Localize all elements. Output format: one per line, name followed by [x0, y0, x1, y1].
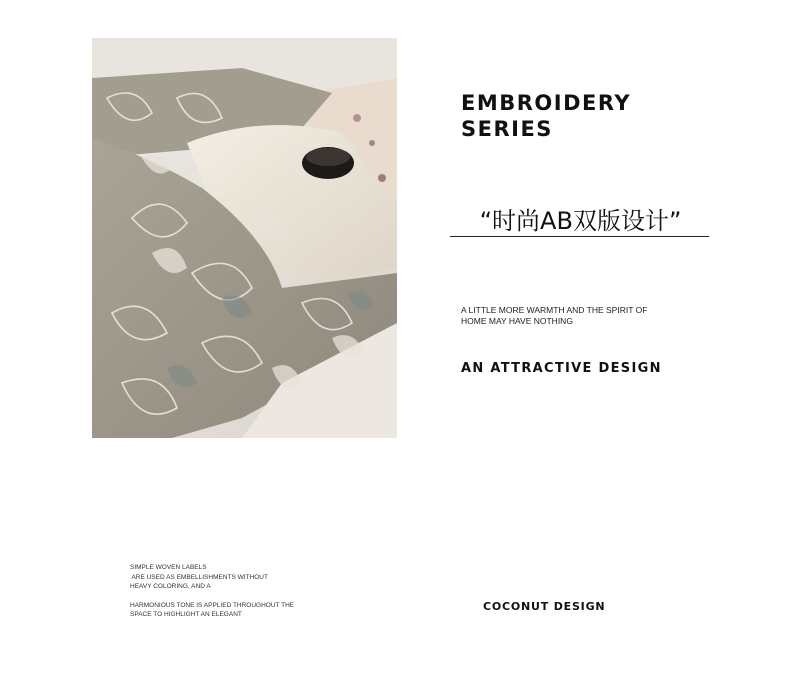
bedding-illustration: [92, 38, 397, 438]
subheading: AN ATTRACTIVE DESIGN: [461, 361, 662, 376]
heading-line-2: SERIES: [461, 117, 553, 141]
notes-line-1: SIMPLE WOVEN LABELS: [130, 564, 207, 571]
notes-spacer: [130, 592, 294, 601]
chinese-title: “时尚AB双版设计”: [479, 207, 682, 235]
notes-line-2: ARE USED AS EMBELLISHMENTS WITHOUT: [130, 573, 268, 581]
tagline: [461, 305, 647, 327]
tagline-line-2: HOME MAY HAVE NOTHING: [461, 316, 573, 326]
footer-brand: COCONUT DESIGN: [483, 600, 606, 613]
notes-line-5: SPACE TO HIGHLIGHT AN ELEGANT: [130, 611, 242, 618]
notes-line-4: HARMONIOUS TONE IS APPLIED THROUGHOUT THE: [130, 601, 295, 609]
description-notes: [130, 563, 294, 620]
title-underline: [450, 236, 709, 237]
series-heading: [461, 90, 631, 142]
notes-line-3: HEAVY COLORING, AND A: [130, 583, 211, 590]
heading-line-1: EMBROIDERY: [461, 91, 632, 115]
product-photo: [92, 38, 397, 438]
tagline-line-1: A LITTLE MORE WARMTH AND THE SPIRIT OF: [461, 305, 648, 315]
